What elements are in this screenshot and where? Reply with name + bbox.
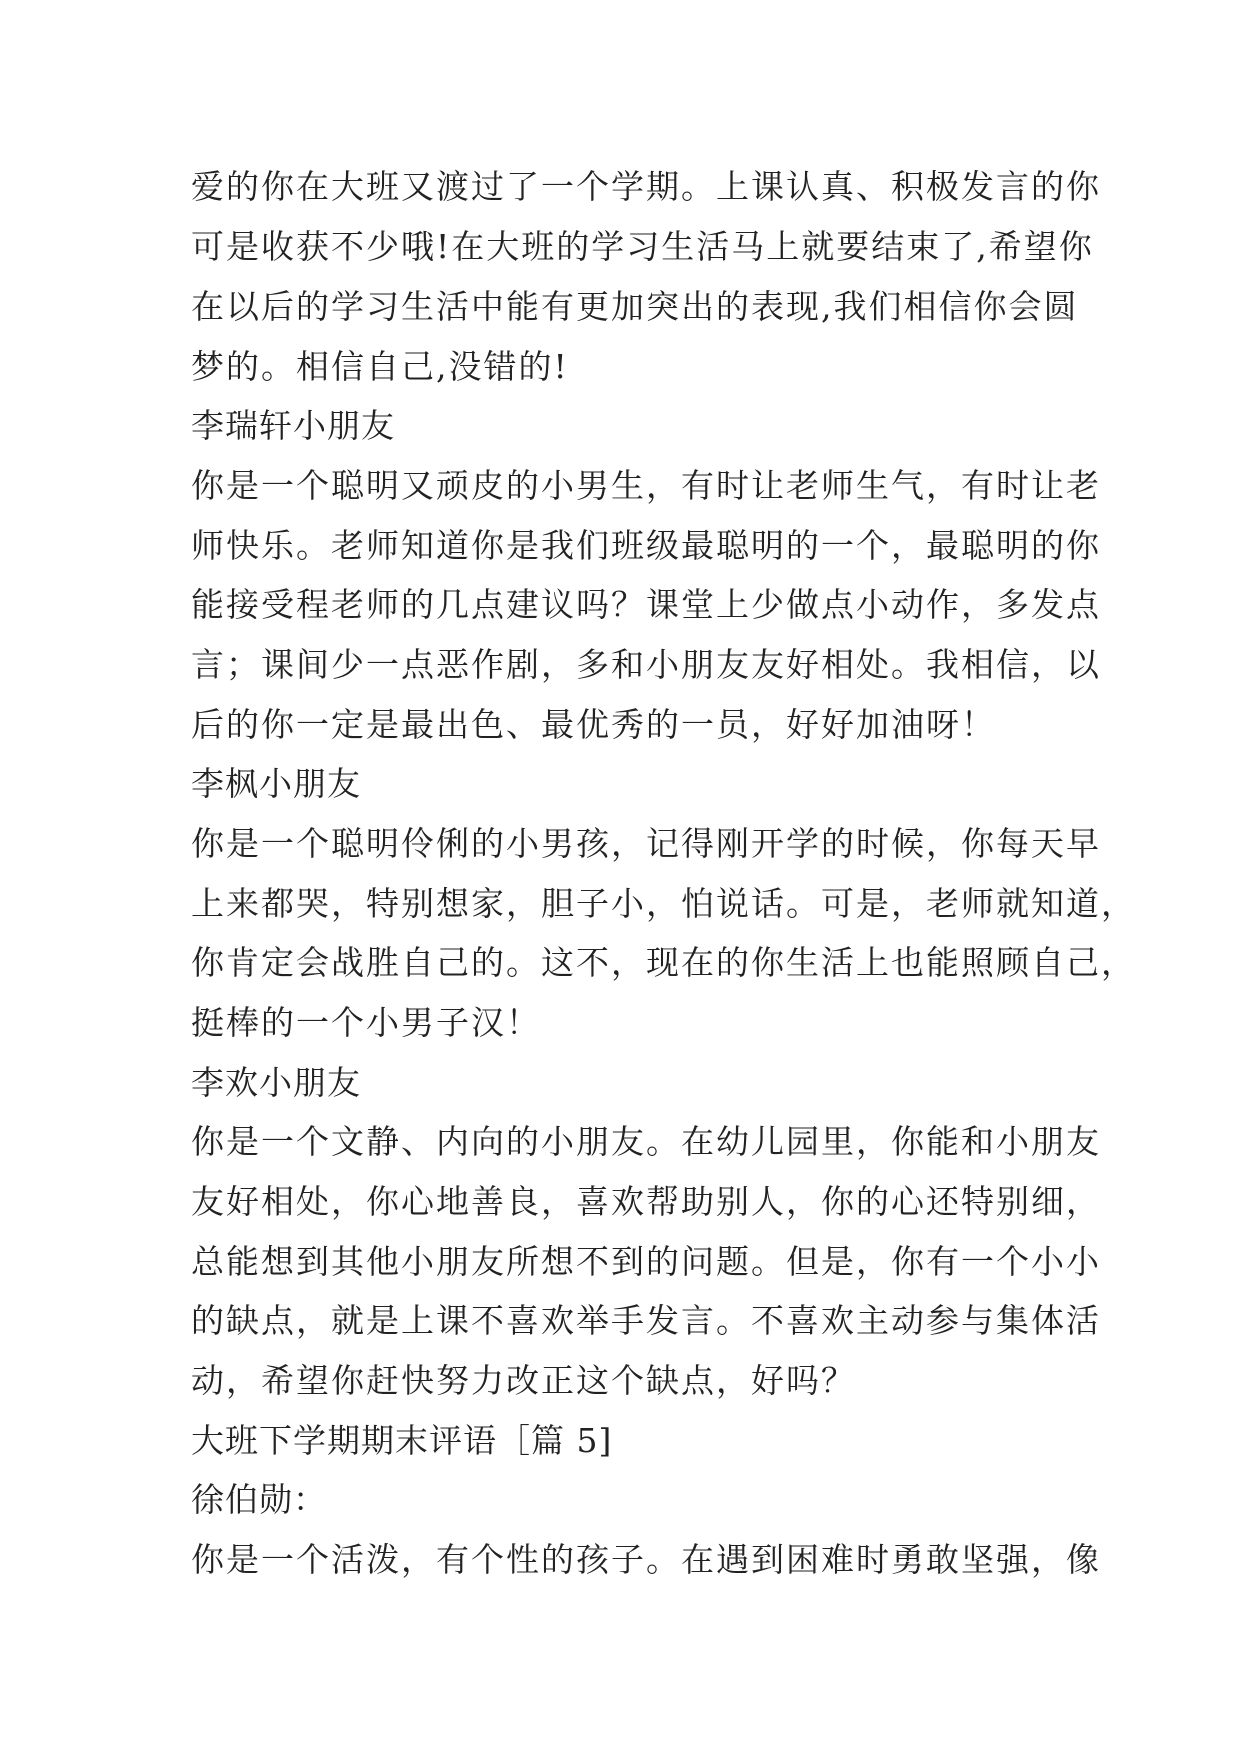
body-text-line: 爱的你在大班又渡过了一个学期。上课认真、积极发言的你 [191, 167, 1101, 206]
student-name-heading: 李枫小朋友 [191, 764, 361, 803]
body-text-line: 动，希望你赶快努力改正这个缺点，好吗？ [191, 1361, 856, 1400]
body-text-line: 在以后的学习生活中能有更加突出的表现,我们相信你会圆 [191, 287, 1079, 326]
body-text-line: 可是收获不少哦!在大班的学习生活马上就要结束了,希望你 [191, 227, 1094, 266]
body-text-line: 能接受程老师的几点建议吗？课堂上少做点小动作，多发点 [191, 585, 1101, 624]
body-text-line: 上来都哭，特别想家，胆子小，怕说话。可是，老师就知道， [191, 884, 1136, 923]
body-text-line: 你是一个聪明伶俐的小男孩，记得刚开学的时候，你每天早 [191, 824, 1101, 863]
body-text-line: 友好相处，你心地善良，喜欢帮助别人，你的心还特别细， [191, 1182, 1101, 1221]
student-name-heading: 李瑞轩小朋友 [191, 406, 395, 445]
body-text-line: 你是一个聪明又顽皮的小男生，有时让老师生气，有时让老 [191, 466, 1101, 505]
body-text-line: 师快乐。老师知道你是我们班级最聪明的一个，最聪明的你 [191, 526, 1101, 565]
body-text-line: 你是一个活泼，有个性的孩子。在遇到困难时勇敢坚强，像 [191, 1540, 1101, 1579]
body-text-line: 的缺点，就是上课不喜欢举手发言。不喜欢主动参与集体活 [191, 1301, 1101, 1340]
body-text-line: 你是一个文静、内向的小朋友。在幼儿园里，你能和小朋友 [191, 1122, 1101, 1161]
student-name-heading: 李欢小朋友 [191, 1063, 361, 1102]
body-text-line: 总能想到其他小朋友所想不到的问题。但是，你有一个小小 [191, 1242, 1101, 1281]
body-text-line: 挺棒的一个小男子汉！ [191, 1003, 541, 1042]
body-text-line: 后的你一定是最出色、最优秀的一员，好好加油呀！ [191, 705, 996, 744]
section-heading: 大班下学期期末评语［篇 5] [191, 1421, 613, 1460]
body-text-line: 你肯定会战胜自己的。这不，现在的你生活上也能照顾自己， [191, 943, 1136, 982]
body-text-line: 言；课间少一点恶作剧，多和小朋友友好相处。我相信，以 [191, 645, 1101, 684]
body-text-line: 梦的。相信自己,没错的! [191, 347, 569, 386]
student-name-heading: 徐伯勋： [191, 1480, 327, 1519]
